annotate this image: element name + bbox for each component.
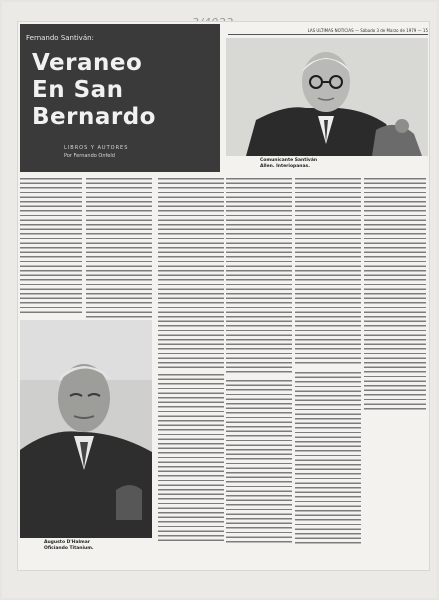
photo-fernando-santivan: [226, 38, 428, 156]
author-line: Fernando Santiván:: [26, 34, 94, 42]
text-column-4: [226, 178, 292, 544]
text-column-3: [158, 178, 224, 544]
text-column-2: [86, 178, 152, 320]
title-line-1: Veraneo: [32, 50, 143, 76]
photo-augusto-dhalmar: [20, 320, 152, 538]
masthead-rule: [228, 34, 428, 35]
caption-bottom-line-1: Augusto D'Halmar: [44, 540, 91, 545]
text-column-6: [364, 178, 426, 410]
byline: Por Fernando Onfeld: [64, 153, 115, 159]
newspaper-masthead: LAS ULTIMAS NOTICIAS — Sábado 3 de Marzo de 1979 — 15: [307, 28, 428, 33]
text-column-1: [20, 178, 82, 314]
portrait-man-suit-image: [20, 320, 152, 538]
caption-bottom-line-2: Oficiando Titanium.: [44, 546, 94, 551]
section-label: LIBROS Y AUTORES: [64, 145, 129, 151]
title-line-3: Bernardo: [32, 104, 156, 130]
title-block: [20, 24, 220, 172]
text-column-5: [295, 178, 361, 544]
caption-top-line-2: Allen. Interiopanas.: [260, 164, 310, 169]
photo-caption-top: [260, 158, 317, 170]
photo-caption-bottom: [44, 540, 94, 552]
portrait-man-glasses-image: [226, 38, 428, 156]
scanned-page: [2, 2, 437, 598]
title-line-2: En San: [32, 77, 124, 103]
article-title: [32, 50, 218, 131]
caption-top-line-1: Comunicante Santiván: [260, 158, 318, 163]
